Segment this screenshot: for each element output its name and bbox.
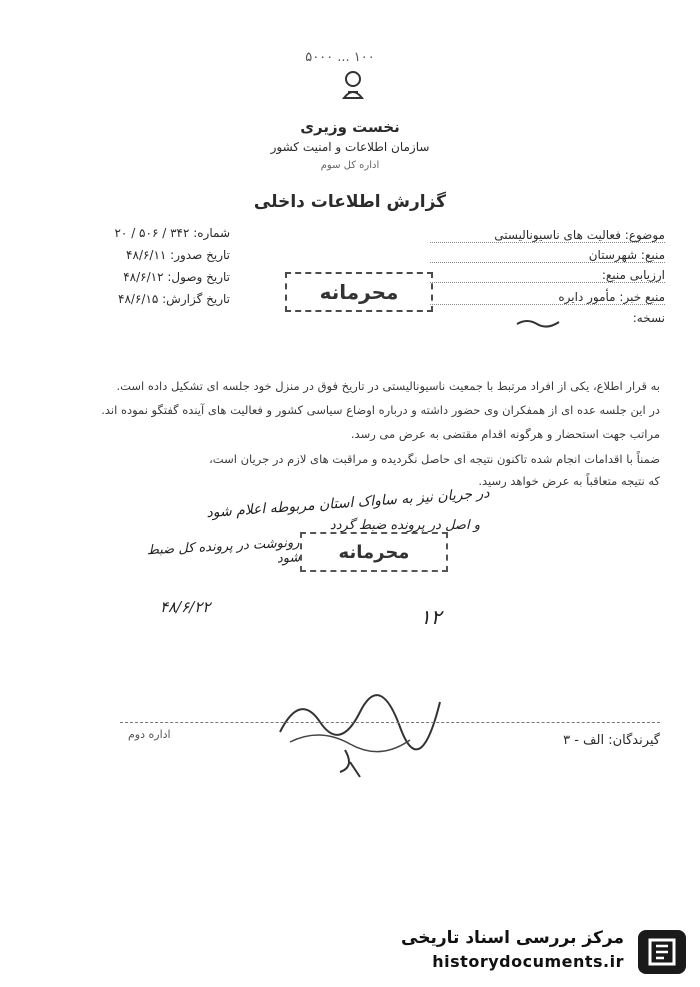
meta-subject: موضوع: فعالیت های ناسیونالیستی (430, 228, 665, 243)
meta-copy: نسخه: (632, 311, 665, 325)
meta-source: منبع: شهرستان (430, 248, 665, 263)
meta-news-ref: منبع خبر: مأمور دایره (430, 290, 665, 305)
underline-scribble (515, 316, 565, 328)
body-paragraph-3: مراتب جهت استحضار و هرگونه اقدام مقتضی به عرض می رسد. (350, 427, 660, 441)
meta-date-issue: تاریخ صدور: ۴۸/۶/۱۱ (126, 248, 230, 262)
handwritten-note-2: و اصل در پرونده ضبط گردد (329, 518, 480, 533)
meta-source-status: ارزیابی منبع: (430, 268, 665, 283)
meta-date-received: تاریخ وصول: ۴۸/۶/۱۲ (123, 270, 230, 284)
document-center-logo-icon (634, 926, 690, 978)
org-line-2: سازمان اطلاعات و امنیت کشور (270, 140, 430, 154)
handwritten-initials: ۱۲ (420, 605, 442, 629)
handwritten-note-1: در جریان نیز به ساواک استان مربوطه اعلام شود (205, 485, 491, 522)
handwritten-note-3: رونوشت در پرونده کل ضبط شود (146, 535, 301, 567)
handwritten-date: ۴۸/۶/۲۲ (160, 598, 211, 616)
body-paragraph-1: به قرار اطلاع، یکی از افراد مرتبط با جمعیت ناسیونالیستی در تاریخ فوق در منزل خود جلسه ای تشکیل داده است. (116, 379, 660, 393)
lion-and-sun-emblem (340, 70, 366, 104)
watermark-title: مرکز بررسی اسناد تاریخی (401, 928, 624, 948)
footer-left-label: اداره دوم (128, 728, 171, 741)
meta-number: شماره: ۳۴۲ / ۵۰۶ / ۲۰ (114, 226, 230, 240)
meta-date-report: تاریخ گزارش: ۴۸/۶/۱۵ (118, 292, 230, 306)
confidential-stamp-middle: محرمانه (300, 532, 448, 572)
signature-scribble (260, 672, 460, 782)
watermark-url: historydocuments.ir (432, 952, 624, 971)
footer-divider (120, 722, 660, 723)
org-line-3: اداره کل سوم (320, 160, 380, 171)
document-title: گزارش اطلاعات داخلی (253, 192, 447, 212)
body-paragraph-4: ضمناً با اقدامات انجام شده تاکنون نتیجه ای حاصل نگردیده و مراقبت های لازم در جریان است، (209, 452, 660, 466)
body-paragraph-5: که نتیجه متعاقباً به عرض خواهد رسید. (478, 474, 660, 488)
confidential-stamp-top: محرمانه (285, 272, 433, 312)
footer-recipients: گیرندگان: الف - ۳ (563, 733, 660, 748)
body-paragraph-2: در این جلسه عده ای از همفکران وی حضور داشته و درباره اوضاع سیاسی کشور و فعالیت های آینده گفتگو نموده اند. (101, 403, 660, 417)
top-strip: ۵۰۰۰ ... ۱۰۰ (305, 50, 375, 65)
org-line-1: نخست وزیری (300, 118, 400, 136)
watermark-logo (401, 926, 694, 978)
